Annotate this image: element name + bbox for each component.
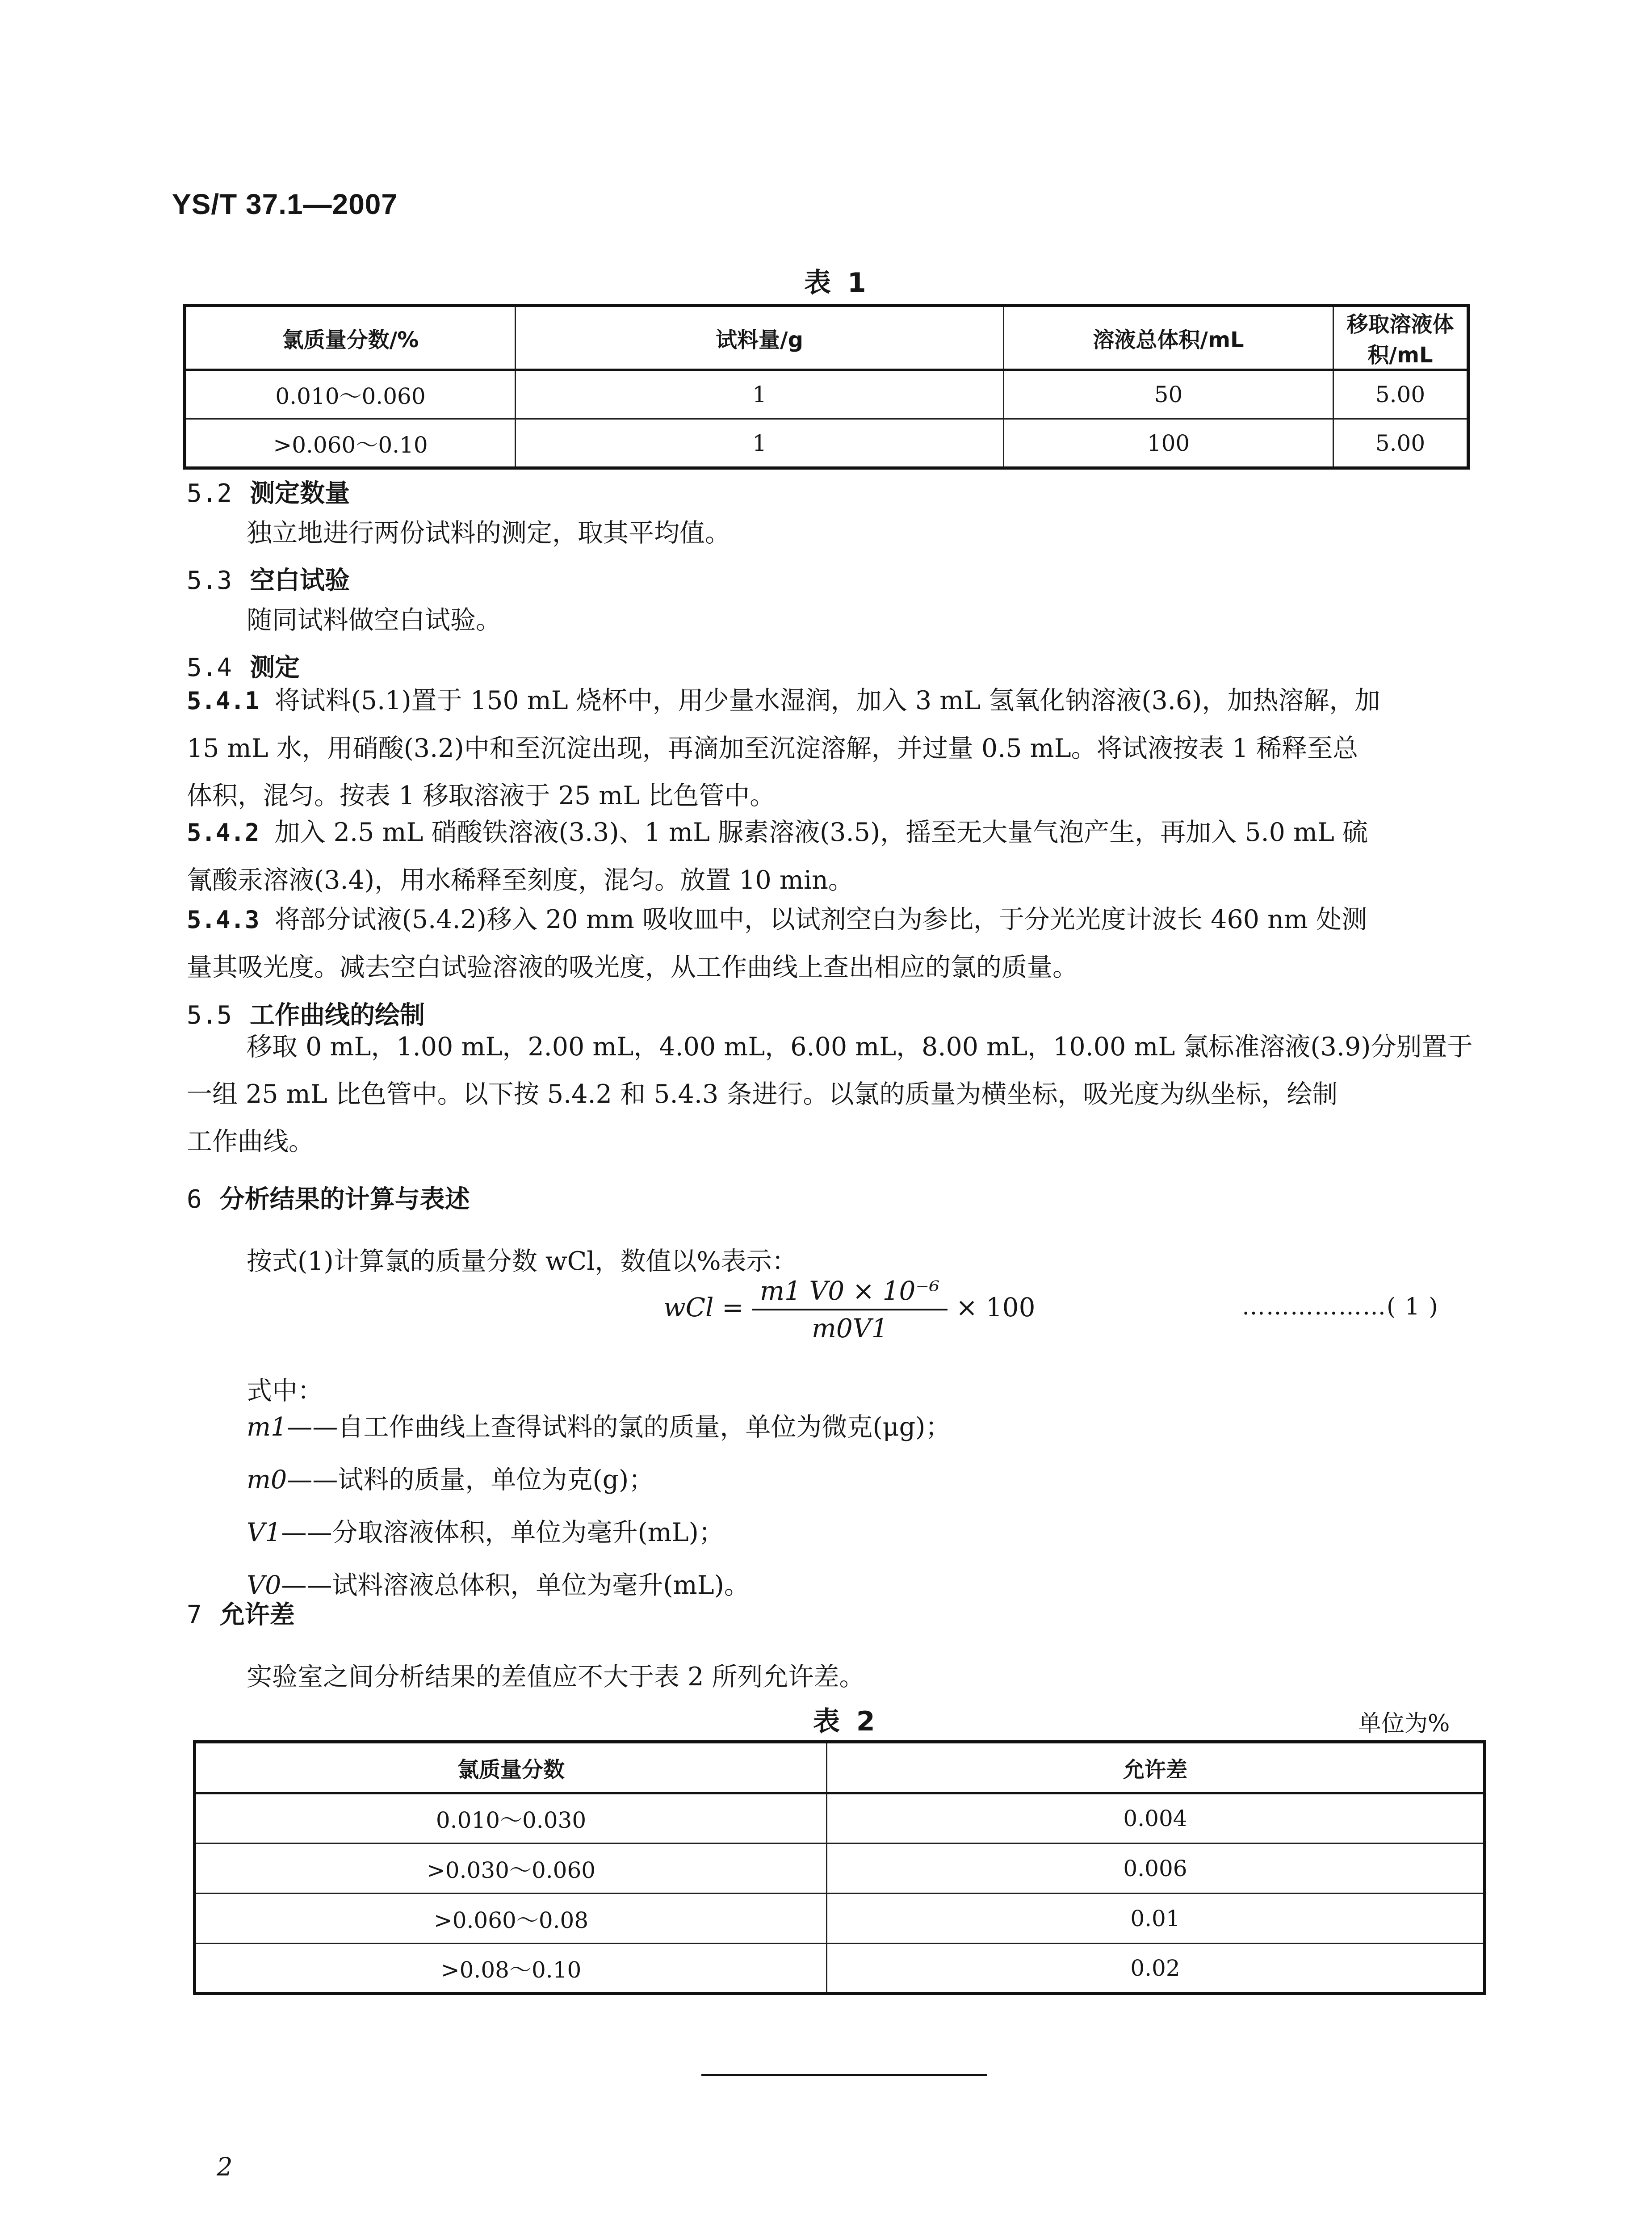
section-5-5-text (187, 1023, 1473, 1165)
table1-col-header: 氯质量分数/% (185, 306, 516, 370)
section-number: 5.3 (187, 566, 232, 595)
section-number: 5.4.1 (187, 687, 260, 715)
section-title: 测定 (250, 653, 300, 682)
section-number: 5.4.3 (187, 906, 260, 934)
section-7-text: 实验室之间分析结果的差值应不大于表 2 所列允许差。 (247, 1662, 865, 1692)
formula-lhs: wCl = (663, 1292, 744, 1323)
table2-caption: 表 2 (813, 1706, 879, 1737)
table-cell: 0.010～0.060 (185, 370, 516, 419)
paragraph-line: 一组 25 mL 比色管中。以下按 5.4.2 和 5.4.3 条进行。以氯的质量为横坐标，吸光度为纵坐标，绘制 (187, 1079, 1338, 1109)
table-cell: 0.02 (827, 1944, 1485, 1994)
table-row (195, 1944, 1485, 1994)
table-cell: >0.030～0.060 (195, 1843, 827, 1894)
section-number: 5.2 (187, 479, 232, 508)
definition-item (247, 1401, 951, 1453)
table2-header-row (195, 1742, 1485, 1793)
section-title: 测定数量 (250, 479, 350, 508)
definition-symbol: m0 (247, 1465, 287, 1495)
table-row (195, 1793, 1485, 1843)
section-6-heading (187, 1180, 470, 1215)
definition-item (247, 1506, 951, 1559)
table-cell: >0.060～0.08 (195, 1894, 827, 1944)
table1 (183, 304, 1470, 470)
section-title: 允许差 (219, 1600, 295, 1629)
table-cell: 100 (1004, 419, 1333, 468)
section-5-3-heading (187, 561, 350, 596)
table1-col-header: 溶液总体积/mL (1004, 306, 1333, 370)
table-row (195, 1894, 1485, 1944)
table-cell: 5.00 (1333, 419, 1468, 468)
table2-col-header: 允许差 (827, 1742, 1485, 1793)
paragraph-line: 氰酸汞溶液(3.4)，用水稀释至刻度，混匀。放置 10 min。 (187, 865, 854, 895)
table2-col-header: 氯质量分数 (195, 1742, 827, 1793)
paragraph-line (187, 896, 1367, 944)
formula-number (1242, 1293, 1439, 1320)
line-text: 将部分试液(5.4.2)移入 20 mm 吸收皿中，以试剂空白为参比，于分光光度计波长 460 nm 处测 (274, 905, 1367, 934)
section-number: 5.5 (187, 1001, 232, 1030)
paragraph-line: 体积，混匀。按表 1 移取溶液于 25 mL 比色管中。 (187, 781, 776, 810)
section-number: 7 (187, 1600, 202, 1629)
table-cell: >0.08～0.10 (195, 1944, 827, 1994)
table-row (185, 370, 1468, 419)
section-title: 分析结果的计算与表述 (219, 1185, 470, 1214)
section-5-2-text: 独立地进行两份试料的测定，取其平均值。 (247, 518, 730, 548)
definition-text: ——试料的质量，单位为克(g)； (287, 1465, 654, 1495)
formula-numerator: m1 V0 × 10⁻⁶ (752, 1276, 948, 1310)
definition-text: ——分取溶液体积，单位为毫升(mL)； (281, 1518, 724, 1547)
definition-symbol: m1 (247, 1412, 287, 1442)
end-rule (701, 2074, 987, 2076)
definition-text: ——自工作曲线上查得试料的氯的质量，单位为微克(μg)； (287, 1412, 951, 1442)
formula-dots: ……………… (1242, 1293, 1387, 1320)
table1-col-header: 试料量/g (516, 306, 1004, 370)
table-cell: 0.01 (827, 1894, 1485, 1944)
paragraph-line (187, 809, 1368, 857)
section-title: 工作曲线的绘制 (250, 1001, 425, 1030)
table-cell: >0.060～0.10 (185, 419, 516, 468)
standard-id: YS/T 37.1—2007 (172, 188, 398, 220)
table-cell: 1 (516, 370, 1004, 419)
section-5-2-heading (187, 474, 350, 509)
table-cell: 0.010～0.030 (195, 1793, 827, 1843)
section-5-4-3 (187, 896, 1367, 991)
line-text: 将试料(5.1)置于 150 mL 烧杯中，用少量水湿润，加入 3 mL 氢氧化钠溶液(3.6)，加热溶解，加 (274, 686, 1380, 715)
table-cell: 5.00 (1333, 370, 1468, 419)
section-number: 6 (187, 1185, 202, 1214)
table1-col-header: 移取溶液体积/mL (1333, 306, 1468, 370)
paragraph-line: 工作曲线。 (187, 1127, 314, 1156)
paragraph-line: 量其吸光度。减去空白试验溶液的吸光度，从工作曲线上查出相应的氯的质量。 (187, 953, 1078, 982)
table2 (193, 1740, 1486, 1995)
table-row (185, 419, 1468, 468)
definition-symbol: V1 (247, 1518, 281, 1547)
line-text: 加入 2.5 mL 硝酸铁溶液(3.3)、1 mL 脲素溶液(3.5)，摇至无大量气泡产生，再加入 5.0 mL 硫 (274, 818, 1368, 847)
paragraph-line (187, 677, 1380, 725)
section-5-4-2 (187, 809, 1368, 904)
definition-symbol: V0 (247, 1571, 281, 1600)
variable-definitions (247, 1401, 951, 1612)
formula-intro: 按式(1)计算氯的质量分数 wCl，数值以%表示： (247, 1247, 797, 1276)
table1-caption: 表 1 (804, 267, 870, 298)
section-7-heading (187, 1595, 295, 1631)
paragraph-line: 15 mL 水，用硝酸(3.2)中和至沉淀出现，再滴加至沉淀溶解，并过量 0.5 mL。将试液按表 1 稀释至总 (187, 734, 1358, 763)
formula-tail: × 100 (956, 1292, 1036, 1323)
table2-unit: 单位为% (1358, 1710, 1450, 1737)
section-5-4-1 (187, 677, 1380, 819)
table-cell: 1 (516, 419, 1004, 468)
table-cell: 0.004 (827, 1793, 1485, 1843)
table1-header-row (185, 306, 1468, 370)
table-cell: 50 (1004, 370, 1333, 419)
definition-item (247, 1559, 951, 1612)
section-number: 5.4.2 (187, 819, 260, 847)
definition-item (247, 1453, 951, 1506)
paragraph-line: 移取 0 mL，1.00 mL，2.00 mL，4.00 mL，6.00 mL，8.00 mL，10.00 mL 氯标准溶液(3.9)分别置于 (247, 1032, 1473, 1062)
section-title: 空白试验 (250, 566, 350, 595)
section-5-3-text: 随同试料做空白试验。 (247, 605, 501, 635)
formula-ref: ( 1 ) (1387, 1293, 1439, 1320)
where-label: 式中： (247, 1376, 323, 1406)
table-row (195, 1843, 1485, 1894)
section-number: 5.4 (187, 653, 232, 682)
definition-text: ——试料溶液总体积，单位为毫升(mL)。 (281, 1571, 750, 1600)
formula-1 (663, 1276, 1036, 1344)
page-number: 2 (217, 2153, 233, 2182)
formula-fraction (752, 1276, 948, 1344)
table-cell: 0.006 (827, 1843, 1485, 1894)
formula-denominator: m0V1 (811, 1313, 888, 1344)
